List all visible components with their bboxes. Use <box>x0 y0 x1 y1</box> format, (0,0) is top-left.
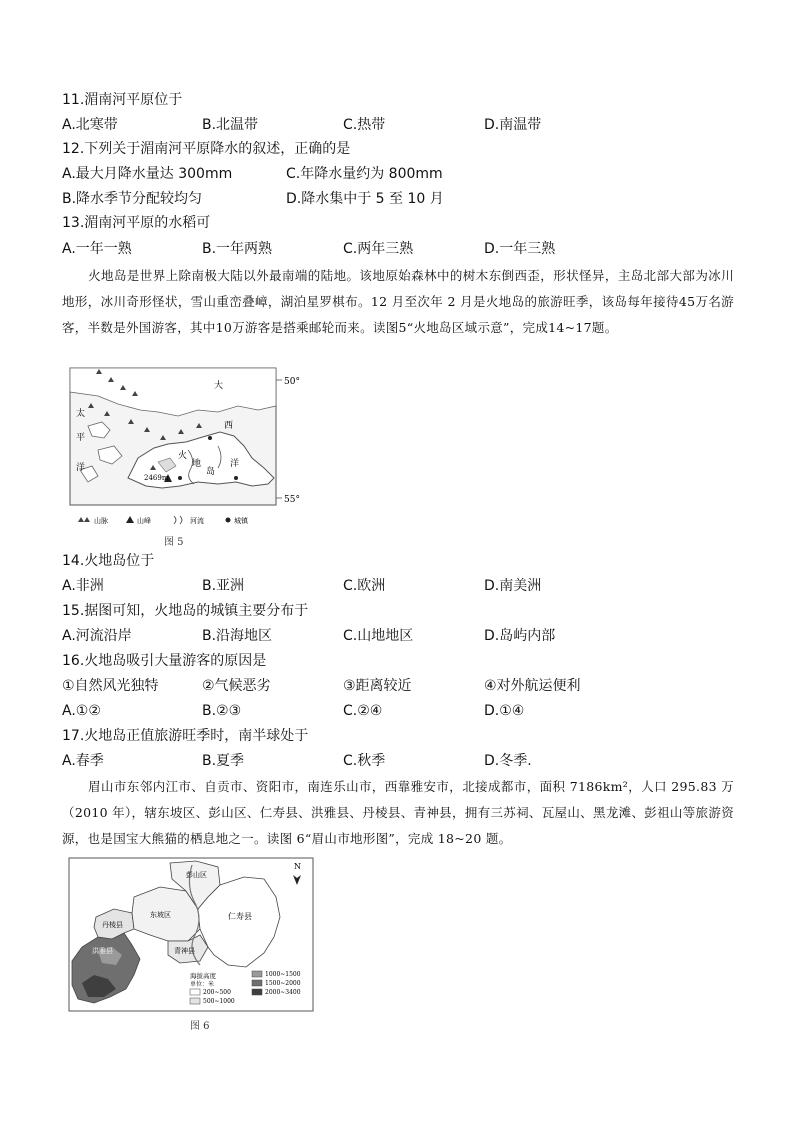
q11-option-b[interactable]: B.北温带 <box>202 117 259 133</box>
q14-option-c[interactable]: C.欧洲 <box>343 578 386 594</box>
question-14-stem: 14.火地岛位于 <box>62 553 155 569</box>
q14-option-a[interactable]: A.非洲 <box>62 578 104 594</box>
q11-option-a[interactable]: A.北寒带 <box>62 117 118 133</box>
legend-item-3: 1000~1500 <box>265 971 301 978</box>
figure-5-map <box>68 366 308 536</box>
q13-option-a[interactable]: A.一年一熟 <box>62 241 132 257</box>
label-dongpo: 东坡区 <box>150 911 171 919</box>
q12-option-c[interactable]: C.年降水量约为 800mm <box>286 166 443 182</box>
q16-option-c[interactable]: C.②④ <box>343 703 383 719</box>
label-tai: 太 <box>76 409 86 419</box>
q16-option-d[interactable]: D.①④ <box>484 703 525 719</box>
q14-option-d[interactable]: D.南美洲 <box>484 578 542 594</box>
q13-option-b[interactable]: B.一年两熟 <box>202 241 273 257</box>
passage-1-text: 火地岛是世界上除南极大陆以外最南端的陆地。该地原始森林中的树木东倒西歪，形状怪异，主岛北部大部为冰川地形，冰川奇形怪状，雪山重峦叠嶂，湖泊星罗棋布。12 月至次年 2 月是火地岛的旅游旺季，该岛每年接待45万名游客，半数是外国游客，其中10万游客是搭乘邮轮而来。读图5“火地岛区域示意”，完成14~17题。 <box>62 268 734 335</box>
q15-option-b[interactable]: B.沿海地区 <box>202 628 273 644</box>
q15-option-a[interactable]: A.河流沿岸 <box>62 628 132 644</box>
lat-50-label: 50° <box>284 377 300 387</box>
q17-option-a[interactable]: A.春季 <box>62 753 104 769</box>
legend-title: 海拔高度 <box>190 972 216 980</box>
q17-option-b[interactable]: B.夏季 <box>202 753 245 769</box>
label-dao: 岛 <box>206 467 216 477</box>
legend-river: 河流 <box>190 517 204 525</box>
question-15-stem: 15.据图可知，火地岛的城镇主要分布于 <box>62 603 309 619</box>
figure-6-map <box>68 857 314 1013</box>
label-renshou: 仁寿县 <box>228 912 252 921</box>
q17-option-c[interactable]: C.秋季 <box>343 753 386 769</box>
q12-option-b[interactable]: B.降水季节分配较均匀 <box>62 191 203 207</box>
q16-item-3: ③距离较近 <box>343 678 412 694</box>
figure-6-caption: 图 6 <box>190 1021 210 1032</box>
q16-item-2: ②气候恶劣 <box>202 678 271 694</box>
legend-item-5: 2000~3400 <box>265 989 301 996</box>
q15-option-c[interactable]: C.山地地区 <box>343 628 414 644</box>
q17-option-d[interactable]: D.冬季. <box>484 753 532 769</box>
q12-option-d[interactable]: D.降水集中于 5 至 10 月 <box>286 191 444 207</box>
label-ping: 平 <box>76 433 86 443</box>
q16-option-a[interactable]: A.①② <box>62 703 101 719</box>
q14-option-b[interactable]: B.亚洲 <box>202 578 245 594</box>
q12-option-a[interactable]: A.最大月降水量达 300mm <box>62 166 233 182</box>
legend-item-4: 1500~2000 <box>265 980 301 987</box>
label-da: 大 <box>214 381 224 391</box>
label-qingshen: 青神县 <box>174 947 195 955</box>
label-xi: 西 <box>224 421 234 431</box>
question-12-stem: 12.下列关于湄南河平原降水的叙述，正确的是 <box>62 141 351 157</box>
legend-item-2: 500~1000 <box>203 998 235 1005</box>
question-17-stem: 17.火地岛正值旅游旺季时，南半球处于 <box>62 728 309 744</box>
legend-unit: 单位：米 <box>190 981 215 988</box>
question-16-stem: 16.火地岛吸引大量游客的原因是 <box>62 653 267 669</box>
q13-option-d[interactable]: D.一年三熟 <box>484 241 556 257</box>
q13-option-c[interactable]: C.两年三熟 <box>343 241 414 257</box>
q11-option-d[interactable]: D.南温带 <box>484 117 542 133</box>
label-yang2: 洋 <box>230 459 240 469</box>
passage-tierra-del-fuego <box>62 263 734 341</box>
q15-option-d[interactable]: D.岛屿内部 <box>484 628 556 644</box>
figure-5-caption: 图 5 <box>164 537 184 548</box>
legend-town: 城镇 <box>234 517 248 525</box>
legend-item-1: 200~500 <box>203 989 231 996</box>
passage-2-text: 眉山市东邻内江市、自贡市、资阳市，南连乐山市，西靠雅安市，北接成都市，面积 7186km²，人口 295.83 万（2010 年），辖东坡区、彭山区、仁寿县、洪雅县、丹棱县、青神县，拥有三苏祠、瓦屋山、黑龙滩、彭祖山等旅游资源，也是国宝大熊猫的栖息地之一。读图 6“眉山市地形图”，完成 18~20 题。 <box>62 779 734 846</box>
label-hongya: 洪雅县 <box>92 947 113 955</box>
legend-mountain-range: 山脉 <box>94 517 108 525</box>
legend-peak: 山峰 <box>137 517 151 525</box>
passage-meishan <box>62 774 734 852</box>
q16-item-4: ④对外航运便利 <box>484 678 581 694</box>
label-di: 地 <box>192 459 202 469</box>
q16-option-b[interactable]: B.②③ <box>202 703 242 719</box>
label-yang: 洋 <box>76 463 86 473</box>
question-11-stem: 11.湄南河平原位于 <box>62 92 183 108</box>
label-huo: 火 <box>178 451 188 461</box>
peak-elevation-label: 2469m <box>144 474 169 482</box>
q16-item-1: ①自然风光独特 <box>62 678 159 694</box>
question-13-stem: 13.湄南河平原的水稻可 <box>62 215 211 231</box>
north-label: N <box>294 862 301 871</box>
label-pengshan: 彭山区 <box>186 871 207 879</box>
q11-option-c[interactable]: C.热带 <box>343 117 386 133</box>
lat-55-label: 55° <box>284 495 300 505</box>
label-danleng: 丹棱县 <box>102 921 123 929</box>
